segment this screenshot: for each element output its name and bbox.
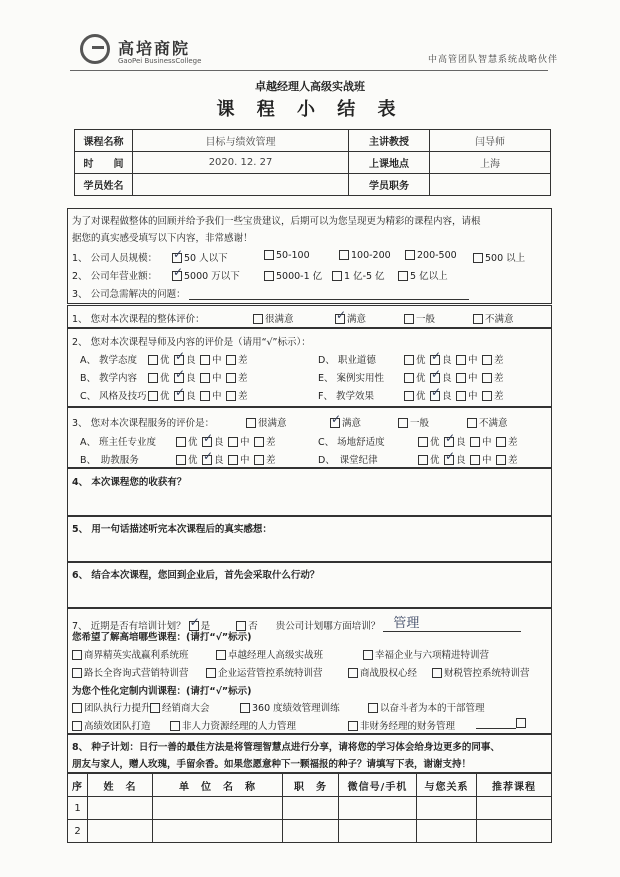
course-option-label: 商界精英实战赢利系统班: [84, 650, 189, 661]
q3-grade-checkbox[interactable]: [470, 437, 480, 447]
q2-item-name: B、 教学内容: [80, 373, 138, 384]
training-yes-label: 是: [200, 621, 211, 632]
q2-grade-checkbox[interactable]: [430, 373, 440, 383]
q3-option: [467, 415, 508, 429]
q2-item-name: A、 教学态度: [80, 355, 138, 366]
q2-grade-label: 差: [494, 373, 504, 384]
referral-cell[interactable]: [153, 820, 283, 843]
q3-grade-label: 良: [456, 437, 466, 448]
q2-grade-option: [482, 388, 504, 402]
q2-grade-option: [174, 370, 196, 384]
q2-grade-label: 中: [212, 373, 222, 384]
custom-course-option-label: 以奋斗者为本的干部管理: [380, 703, 485, 714]
custom-course-checkbox[interactable]: [348, 721, 358, 731]
custom-course-checkbox[interactable]: [368, 703, 378, 713]
course-name-label: 课程名称: [75, 130, 133, 152]
slogan: 中高管团队智慧系统战略伙伴: [427, 55, 558, 65]
college-logo-icon: [80, 34, 110, 64]
q3-checkbox[interactable]: [467, 418, 477, 428]
q2-grade-checkbox[interactable]: [174, 355, 184, 365]
q3-grade-option: [496, 452, 518, 466]
q5-label: 5、 用一句话描述听完本次课程后的真实感想：: [72, 524, 272, 535]
referral-cell[interactable]: [477, 797, 552, 820]
q3-grade-label: 中: [240, 455, 250, 466]
q2-grade-option: [456, 388, 478, 402]
q2-grade-label: 中: [468, 355, 478, 366]
course-prompt: 您希望了解高培哪些课程：(请打“√”标示): [72, 632, 252, 643]
custom-course-option: [170, 718, 296, 732]
q3-grade-label: 优: [430, 437, 440, 448]
q1-checkbox[interactable]: [404, 314, 414, 324]
training-no-label: 否: [248, 621, 258, 632]
q1-checkbox[interactable]: [473, 314, 483, 324]
q2-label: 2、 您对本次课程导师及内容的评价是（请用“√”标示）：: [72, 337, 311, 348]
referral-row: [68, 820, 552, 843]
q2-grade-option: [404, 352, 426, 366]
q2-grade-checkbox[interactable]: [148, 391, 158, 401]
q3-grade-option: [444, 434, 466, 448]
course-option-label: 财税管控系统特训营: [444, 668, 530, 679]
q2-grade-option: [174, 352, 196, 366]
q3-grade-option: [470, 434, 492, 448]
q3-grade-label: 中: [482, 455, 492, 466]
q2-grade-checkbox[interactable]: [404, 355, 414, 365]
q2-grade-label: 中: [212, 355, 222, 366]
q2-grade-label: 良: [442, 373, 452, 384]
q2-grade-label: 优: [160, 373, 170, 384]
revenue-checkbox[interactable]: [172, 271, 182, 281]
referral-cell[interactable]: [88, 797, 153, 820]
revenue-option: [172, 268, 240, 282]
q3-grade-option: [418, 434, 440, 448]
referral-cell[interactable]: [339, 797, 417, 820]
course-checkbox[interactable]: [348, 668, 358, 678]
custom-course-checkbox[interactable]: [240, 703, 250, 713]
referral-table: [67, 773, 552, 843]
q2-grade-label: 中: [468, 391, 478, 402]
q2-grade-option: [430, 388, 452, 402]
q2-grade-checkbox[interactable]: [456, 391, 466, 401]
referral-header-cell: 职 务: [283, 774, 339, 797]
course-option: [216, 647, 323, 661]
q2-grade-option: [174, 388, 196, 402]
staff-size-option-label: 500 以上: [485, 253, 526, 264]
q3-grade-label: 中: [482, 437, 492, 448]
revenue-checkbox[interactable]: [264, 271, 274, 281]
q2-grade-checkbox[interactable]: [200, 373, 210, 383]
q2-grade-label: 良: [186, 355, 196, 366]
q2-grade-checkbox[interactable]: [456, 355, 466, 365]
q2-grade-label: 优: [160, 391, 170, 402]
q2-grade-checkbox[interactable]: [456, 373, 466, 383]
q1-checkbox[interactable]: [335, 314, 345, 324]
q1-option: [335, 311, 366, 325]
q1-label: 1、 您对本次课程的整体评价：: [72, 314, 205, 325]
q3-checkbox[interactable]: [246, 418, 256, 428]
course-checkbox[interactable]: [72, 650, 82, 660]
custom-course-option-label: 360 度绩效管理训练: [252, 703, 340, 714]
q1-option-label: 不满意: [485, 314, 514, 325]
brand-name: 高培商院: [118, 39, 191, 58]
q1-option: [404, 311, 435, 325]
q2-grade-option: [200, 388, 222, 402]
custom-course-other: [476, 718, 528, 729]
time-value[interactable]: 2020. 12. 27: [133, 152, 349, 174]
q2-grade-checkbox[interactable]: [200, 355, 210, 365]
q3-grade-label: 差: [508, 437, 518, 448]
q2-grade-option: [226, 370, 248, 384]
q3-grade-checkbox[interactable]: [470, 455, 480, 465]
q2-grade-label: 中: [468, 373, 478, 384]
custom-course-option: [348, 718, 455, 732]
class-name: 卓越经理人高级实战班: [255, 80, 365, 93]
course-checkbox[interactable]: [216, 650, 226, 660]
q2-grade-label: 差: [494, 355, 504, 366]
intro-line-2: 据您的真实感受填写以下内容，非常感谢！: [72, 233, 253, 244]
q3-grade-checkbox[interactable]: [202, 455, 212, 465]
q2-grade-checkbox[interactable]: [482, 373, 492, 383]
revenue-label: 2、 公司年营业额：: [72, 271, 158, 282]
course-checkbox[interactable]: [432, 668, 442, 678]
staff-size-checkbox[interactable]: [172, 253, 182, 263]
q2-grade-option: [148, 352, 170, 366]
custom-course-option-label: 非财务经理的财务管理: [360, 721, 456, 732]
referral-header-cell: 与您关系: [417, 774, 477, 797]
q2-grade-checkbox[interactable]: [174, 373, 184, 383]
q2-grade-option: [456, 352, 478, 366]
custom-course-option: [240, 700, 340, 714]
revenue-checkbox[interactable]: [398, 271, 408, 281]
staff-size-option-label: 200-500: [417, 250, 457, 261]
header-divider: [70, 70, 548, 71]
referral-cell[interactable]: [417, 820, 477, 843]
q2-grade-option: [430, 352, 452, 366]
q2-grade-label: 差: [494, 391, 504, 402]
q1-option: [253, 311, 294, 325]
q3-grade-checkbox[interactable]: [202, 437, 212, 447]
q3-checkbox[interactable]: [330, 418, 340, 428]
q2-grade-option: [200, 352, 222, 366]
revenue-option: [332, 268, 385, 282]
brand-name-en: GaoPei BusinessCollege: [118, 57, 202, 65]
q3-grade-option: [254, 434, 276, 448]
course-option-label: 商战股权心经: [360, 668, 418, 679]
q2-item-name: F、 教学效果: [318, 391, 374, 402]
q3-item-name: B、 助教服务: [80, 455, 139, 466]
q2-grade-label: 优: [160, 355, 170, 366]
student-name-field[interactable]: [133, 174, 349, 196]
q8-line-1: 8、 种子计划：日行一善的最佳方法是将管理智慧点进行分享，请将您的学习体会给身边更多的同事、: [72, 742, 500, 753]
q3-grade-checkbox[interactable]: [444, 437, 454, 447]
time-label: 时 间: [75, 152, 133, 174]
q3-grade-checkbox[interactable]: [254, 455, 264, 465]
q3-option: [246, 415, 287, 429]
q3-option: [330, 415, 361, 429]
q3-grade-option: [202, 434, 224, 448]
course-option: [432, 665, 530, 679]
q3-item-name: C、 场地舒适度: [318, 437, 385, 448]
referral-header-cell: 推荐课程: [477, 774, 552, 797]
course-checkbox[interactable]: [72, 668, 82, 678]
q2-grade-option: [482, 370, 504, 384]
intro-line-1: 为了对课程做整体的回顾并给予我们一些宝贵建议，后期可以为您呈现更为精彩的课程内容，请根: [72, 216, 481, 227]
q1-option: [473, 311, 514, 325]
referral-header-cell: 序: [68, 774, 88, 797]
staff-size-row: [72, 250, 157, 264]
q3-grade-label: 差: [266, 455, 276, 466]
staff-size-checkbox[interactable]: [264, 250, 274, 260]
q2-item-name: D、 职业道德: [318, 355, 376, 366]
q3-grade-option: [254, 452, 276, 466]
staff-size-option-label: 100-200: [351, 250, 391, 261]
q3-grade-checkbox[interactable]: [228, 455, 238, 465]
course-option: [72, 665, 189, 679]
q3-option: [398, 415, 429, 429]
referral-cell[interactable]: [339, 820, 417, 843]
q3-grade-option: [202, 452, 224, 466]
training-topic-label: 贵公司计划哪方面培训？: [275, 621, 381, 632]
course-option-label: 企业运营管控系统特训营: [218, 668, 323, 679]
q2-grade-label: 良: [442, 355, 452, 366]
custom-course-checkbox[interactable]: [72, 703, 82, 713]
training-topic-field[interactable]: 管理: [383, 612, 521, 632]
course-option: [363, 647, 489, 661]
q8-line-2: 朋友与家人，赠人玫瑰，手留余香。如果您愿意种下一颗福报的种子？请填写下表，谢谢支持！: [72, 759, 472, 770]
staff-size-option: [405, 250, 457, 261]
course-option-label: 卓越经理人高级实战班: [228, 650, 324, 661]
q3-grade-checkbox[interactable]: [418, 455, 428, 465]
problem-label: 3、 公司急需解决的问题：: [72, 289, 186, 300]
problem-row: [72, 286, 469, 300]
q2-grade-checkbox[interactable]: [148, 355, 158, 365]
q2-grade-label: 优: [416, 391, 426, 402]
q3-grade-checkbox[interactable]: [444, 455, 454, 465]
teacher-value[interactable]: 闫导师: [430, 130, 551, 152]
q2-grade-option: [148, 388, 170, 402]
course-option: [348, 665, 417, 679]
q2-grade-checkbox[interactable]: [226, 373, 236, 383]
place-value[interactable]: 上海: [430, 152, 551, 174]
q3-grade-checkbox[interactable]: [176, 437, 186, 447]
q1-option-label: 一般: [416, 314, 436, 325]
q3-option-label: 不满意: [479, 418, 508, 429]
q2-grade-option: [482, 352, 504, 366]
q2-item-name: C、 风格及技巧: [80, 391, 147, 402]
referral-cell[interactable]: [417, 797, 477, 820]
staff-size-option: [264, 250, 310, 261]
q7-label: 7、 近期是否有培训计划？: [72, 621, 186, 632]
q3-grade-label: 优: [188, 455, 198, 466]
q2-grade-option: [456, 370, 478, 384]
q3-grade-label: 优: [430, 455, 440, 466]
q2-grade-checkbox[interactable]: [482, 355, 492, 365]
q2-grade-option: [148, 370, 170, 384]
q1-option-label: 很满意: [265, 314, 294, 325]
course-option: [206, 665, 323, 679]
q3-option-label: 很满意: [258, 418, 287, 429]
student-name-label: 学员姓名: [75, 174, 133, 196]
q3-grade-label: 差: [508, 455, 518, 466]
referral-row-number: 2: [68, 820, 88, 843]
q3-grade-label: 差: [266, 437, 276, 448]
q3-grade-checkbox[interactable]: [228, 437, 238, 447]
q2-grade-option: [200, 370, 222, 384]
q3-option-label: 满意: [342, 418, 362, 429]
page-title: 课 程 小 结 表: [216, 99, 404, 120]
referral-header-cell: 单 位 名 称: [153, 774, 283, 797]
staff-size-option: [339, 250, 391, 261]
custom-course-checkbox[interactable]: [72, 721, 82, 731]
custom-course-other-checkbox[interactable]: [516, 718, 526, 728]
custom-course-checkbox[interactable]: [150, 703, 160, 713]
q3-grade-checkbox[interactable]: [496, 455, 506, 465]
revenue-option-label: 5000-1 亿: [276, 271, 323, 282]
q3-grade-option: [418, 452, 440, 466]
q2-grade-checkbox[interactable]: [148, 373, 158, 383]
custom-prompt: 为您个性化定制内训课程：(请打“√”标示): [72, 686, 252, 697]
q2-grade-checkbox[interactable]: [226, 391, 236, 401]
q2-grade-checkbox[interactable]: [226, 355, 236, 365]
course-checkbox[interactable]: [206, 668, 216, 678]
q2-grade-option: [430, 370, 452, 384]
q2-grade-label: 良: [186, 391, 196, 402]
student-role-label: 学员职务: [349, 174, 430, 196]
q2-grade-label: 优: [416, 355, 426, 366]
q2-grade-checkbox[interactable]: [174, 391, 184, 401]
course-info-table: [74, 129, 551, 196]
custom-course-option: [72, 700, 151, 714]
q2-grade-label: 良: [186, 373, 196, 384]
q2-grade-label: 差: [238, 373, 248, 384]
referral-cell[interactable]: [477, 820, 552, 843]
q2-grade-label: 差: [238, 391, 248, 402]
q3-item-name: A、 班主任专业度: [80, 437, 157, 448]
revenue-option: [398, 268, 448, 282]
custom-course-option-label: 非人力资源经理的人力管理: [182, 721, 297, 732]
course-name-value[interactable]: 目标与绩效管理: [133, 130, 349, 152]
q3-grade-checkbox[interactable]: [496, 437, 506, 447]
staff-size-option: [473, 250, 525, 264]
q3-grade-option: [176, 434, 198, 448]
q2-grade-checkbox[interactable]: [404, 373, 414, 383]
revenue-checkbox[interactable]: [332, 271, 342, 281]
q2-grade-checkbox[interactable]: [482, 391, 492, 401]
custom-course-checkbox[interactable]: [170, 721, 180, 731]
q4-label: 4、 本次课程您的收获有？: [72, 477, 187, 488]
q3-grade-option: [176, 452, 198, 466]
referral-cell[interactable]: [88, 820, 153, 843]
q3-grade-label: 良: [214, 437, 224, 448]
q2-grade-option: [404, 370, 426, 384]
staff-size-option-label: 50-100: [276, 250, 310, 261]
custom-course-option: [72, 718, 151, 732]
course-option-label: 幸福企业与六项精进特训营: [375, 650, 490, 661]
referral-header-cell: 微信号/手机: [339, 774, 417, 797]
referral-header-cell: 姓 名: [88, 774, 153, 797]
q3-label: 3、 您对本次课程服务的评价是：: [72, 418, 215, 429]
q2-grade-option: [226, 352, 248, 366]
q3-grade-label: 良: [214, 455, 224, 466]
problem-field[interactable]: [189, 299, 469, 300]
course-option-label: 路长全咨询式营销特训营: [84, 668, 189, 679]
q2-grade-option: [226, 388, 248, 402]
q3-grade-option: [228, 452, 250, 466]
q3-grade-option: [444, 452, 466, 466]
custom-course-other-field[interactable]: [476, 728, 516, 729]
q3-checkbox[interactable]: [398, 418, 408, 428]
place-label: 上课地点: [349, 152, 430, 174]
referral-cell[interactable]: [283, 820, 339, 843]
q2-grade-label: 优: [416, 373, 426, 384]
custom-course-option: [150, 700, 210, 714]
referral-cell[interactable]: [153, 797, 283, 820]
q2-grade-label: 良: [442, 391, 452, 402]
q6-label: 6、 结合本次课程，您回到企业后，首先会采取什么行动？: [72, 570, 320, 581]
q3-grade-option: [228, 434, 250, 448]
student-role-field[interactable]: [430, 174, 551, 196]
q3-grade-label: 良: [456, 455, 466, 466]
q2-grade-checkbox[interactable]: [200, 391, 210, 401]
q1-option-label: 满意: [347, 314, 367, 325]
q2-grade-label: 差: [238, 355, 248, 366]
custom-course-option-label: 经销商大会: [162, 703, 210, 714]
q3-item-name: D、 课堂纪律: [318, 455, 378, 466]
teacher-label: 主讲教授: [349, 130, 430, 152]
staff-size-checkbox[interactable]: [405, 250, 415, 260]
q2-grade-checkbox[interactable]: [430, 355, 440, 365]
q3-grade-label: 中: [240, 437, 250, 448]
q1-checkbox[interactable]: [253, 314, 263, 324]
custom-course-option-label: 团队执行力提升: [84, 703, 151, 714]
revenue-row: [72, 268, 157, 282]
revenue-option-label: 5000 万以下: [184, 271, 240, 282]
q2-grade-checkbox[interactable]: [430, 391, 440, 401]
revenue-option-label: 1 亿-5 亿: [344, 271, 385, 282]
q3-option-label: 一般: [410, 418, 430, 429]
q2-grade-label: 中: [212, 391, 222, 402]
q2-grade-checkbox[interactable]: [404, 391, 414, 401]
q3-grade-option: [496, 434, 518, 448]
revenue-option-label: 5 亿以上: [410, 271, 448, 282]
revenue-option: [264, 268, 322, 282]
referral-row-number: 1: [68, 797, 88, 820]
q3-grade-checkbox[interactable]: [176, 455, 186, 465]
referral-cell[interactable]: [283, 797, 339, 820]
q2-grade-option: [404, 388, 426, 402]
staff-size-checkbox[interactable]: [473, 253, 483, 263]
custom-course-option: [368, 700, 485, 714]
staff-size-label: 1、 公司人员规模：: [72, 253, 158, 264]
staff-size-option: [172, 250, 228, 264]
q3-grade-option: [470, 452, 492, 466]
course-option: [72, 647, 189, 661]
staff-size-option-label: 50 人以下: [184, 253, 228, 264]
course-checkbox[interactable]: [363, 650, 373, 660]
q2-item-name: E、 案例实用性: [318, 373, 385, 384]
q3-grade-label: 优: [188, 437, 198, 448]
referral-row: [68, 797, 552, 820]
q3-grade-checkbox[interactable]: [254, 437, 264, 447]
staff-size-checkbox[interactable]: [339, 250, 349, 260]
custom-course-option-label: 高绩效团队打造: [84, 721, 151, 732]
q3-grade-checkbox[interactable]: [418, 437, 428, 447]
